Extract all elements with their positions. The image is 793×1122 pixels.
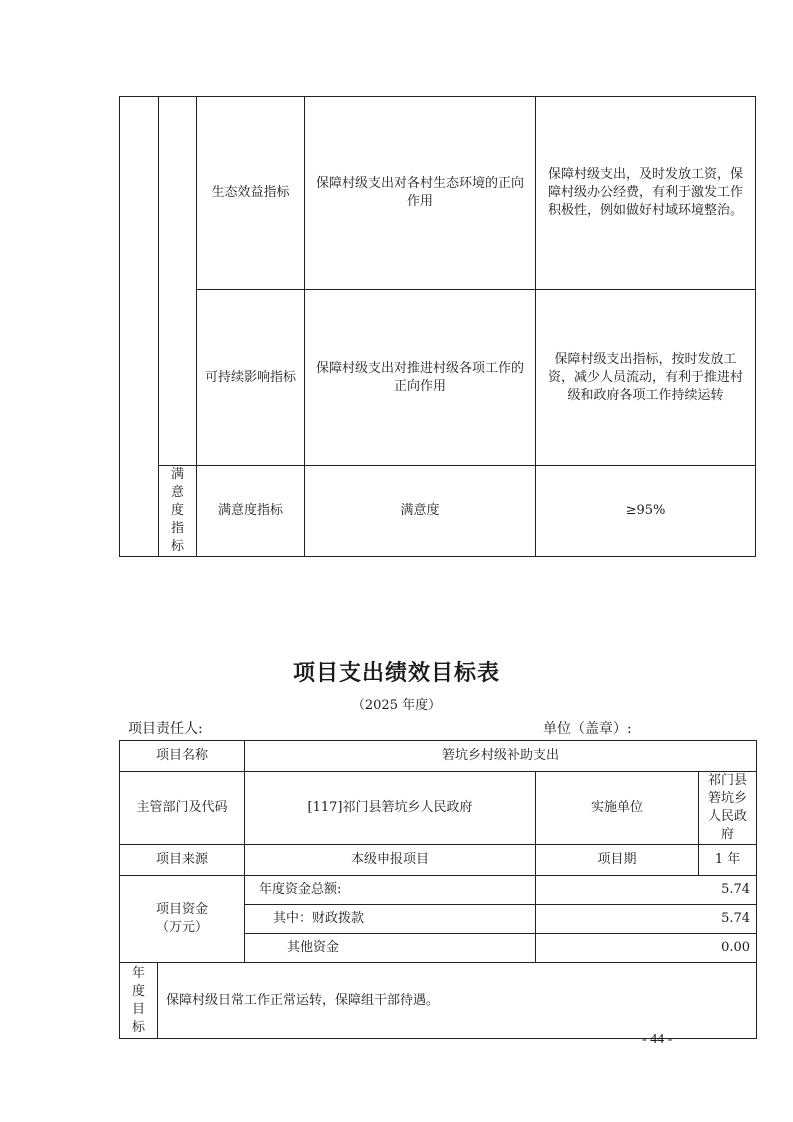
period-label: 项目期 <box>536 845 699 876</box>
annual-goal-text: 保障村级日常工作正常运转，保障组干部待遇。 <box>158 963 757 1039</box>
other-funds-value: 0.00 <box>536 934 757 963</box>
level1-indicator-cell <box>120 97 159 557</box>
annual-goal-label-cell <box>120 963 158 1039</box>
indicator-value-cell: 保障村级支出指标，按时发放工资，减少人员流动，有利于推进村级和政府各项工作持续运转 <box>536 290 756 466</box>
satisfaction-value-cell: ≥95% <box>536 466 756 557</box>
indicator-value-cell: 保障村级支出，及时发放工资，保障村级办公经费，有利于激发工作积极性，例如做好村域环境整治。 <box>536 97 756 290</box>
impl-unit-value: 祁门县箬坑乡人民政府 <box>699 772 757 845</box>
performance-indicator-table <box>119 96 756 557</box>
project-info-table <box>119 740 757 1039</box>
total-funds-value: 5.74 <box>536 876 757 905</box>
annual-goal-label: 年度目标 <box>131 965 145 1035</box>
source-value: 本级申报项目 <box>245 845 536 876</box>
unit-seal-label: 单位（盖章）: <box>543 721 632 737</box>
dept-label: 主管部门及代码 <box>120 772 245 845</box>
indicator-name-cell: 可持续影响指标 <box>197 290 305 466</box>
satisfaction-content-cell: 满意度 <box>305 466 536 557</box>
page-number: - 44 - <box>642 1032 673 1047</box>
fiscal-funds-label: 其中：财政拨款 <box>245 905 536 934</box>
satisfaction-category-cell <box>159 466 197 557</box>
satisfaction-category: 满意度指标 <box>170 467 184 554</box>
fiscal-funds-value: 5.74 <box>536 905 757 934</box>
other-funds-label: 其他资金 <box>245 934 536 963</box>
impl-unit-label: 实施单位 <box>536 772 699 845</box>
responsible-person-label: 项目责任人: <box>128 721 203 737</box>
indicator-content-cell: 保障村级支出对各村生态环境的正向作用 <box>305 97 536 290</box>
form-title: 项目支出绩效目标表 <box>292 660 500 686</box>
form-year: （2025 年度） <box>351 698 442 713</box>
source-label: 项目来源 <box>120 845 245 876</box>
satisfaction-indicator-cell: 满意度指标 <box>197 466 305 557</box>
indicator-content-cell: 保障村级支出对推进村级各项工作的正向作用 <box>305 290 536 466</box>
project-name-value: 箬坑乡村级补助支出 <box>245 741 757 772</box>
project-name-label: 项目名称 <box>120 741 245 772</box>
total-funds-label: 年度资金总额: <box>245 876 536 905</box>
level2-indicator-cell <box>159 97 197 466</box>
indicator-name-cell: 生态效益指标 <box>197 97 305 290</box>
period-value: 1 年 <box>699 845 757 876</box>
funds-label: 项目资金 （万元） <box>120 876 245 963</box>
dept-value: [117]祁门县箬坑乡人民政府 <box>245 772 536 845</box>
